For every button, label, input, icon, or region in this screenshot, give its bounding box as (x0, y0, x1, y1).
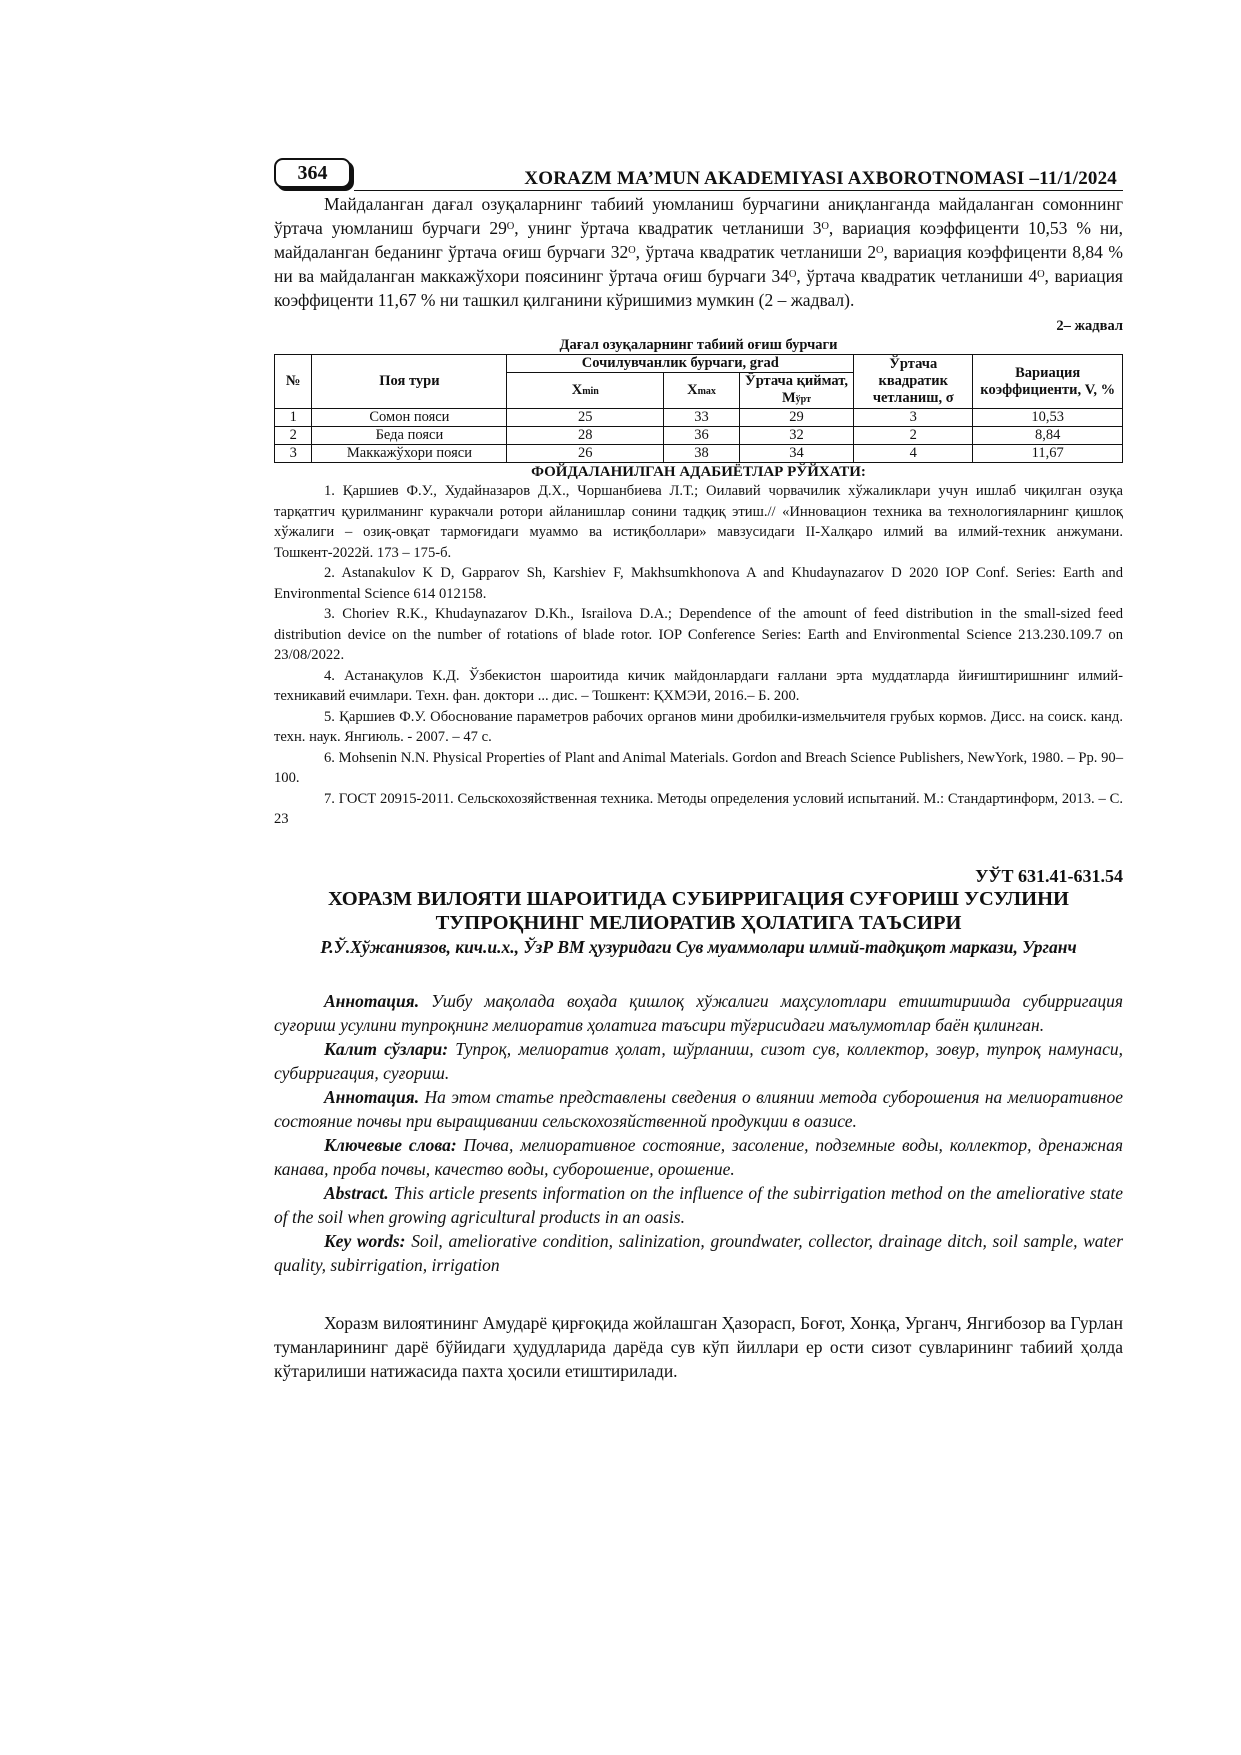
col-header-var: Вариация коэффициенти, V, % (973, 355, 1123, 409)
article-authors: Р.Ў.Хўжаниязов, кич.и.х., ЎзР ВМ ҳузуридаги Сув муаммолари илмий-тадқиқот маркази, Урганч (320, 936, 1077, 957)
table-cell: Сомон пояси (312, 409, 507, 427)
keywords-ru: Ключевые слова: Почва, мелиоративное состояние, засоление, подземные воды, коллектор, дренажная канава, проба почвы, качество воды, суборошение, орошение. (274, 1134, 1123, 1179)
table-cell: 3 (275, 445, 312, 463)
col-header-std: Ўртача квадратик четланиш, σ (854, 355, 973, 409)
table-cell: 8,84 (973, 427, 1123, 445)
data-table (274, 354, 1123, 463)
table-cell: 29 (739, 409, 853, 427)
references-heading: ФОЙДАЛАНИЛГАН АДАБИЁТЛАР РЎЙХАТИ: (531, 464, 866, 480)
table-row (275, 445, 1123, 463)
page-number: 364 (274, 158, 351, 188)
page-header (274, 152, 1123, 192)
keywords-en: Key words: Soil, ameliorative condition, salinization, groundwater, collector, drainage ditch, soil sample, water quality, subirrigation, irrigation (274, 1230, 1123, 1275)
table-cell: 3 (854, 409, 973, 427)
col-header-mean: Ўртача қиймат, Mўрт (739, 373, 853, 409)
udk-code: УЎТ 631.41-631.54 (975, 865, 1123, 886)
intro-paragraph: Майдаланган дағал озуқаларнинг табиий уюмланиш бурчагини аниқланганда майдаланган сомоннинг ўртача уюмланиш бурчаги 29ᴼ, унинг ўртача квадратик четланиши 3ᴼ, вариация коэффиценти 10,53 % ни, майдаланган беданинг ўртача оғиш бурчаги 32ᴼ, ўртача квадратик четланиши 2ᴼ, вариация коэффиценти 8,84 % ни ва майдаланган маккажўхори поясининг ўртача оғиш бурчаги 34ᴼ, ўртача квадратик четланиши 4ᴼ, вариация коэффиценти 11,67 % ни ташкил қилганини кўришимиз мумкин (2 – жадвал). (274, 194, 1123, 310)
article-title-line2: ТУПРОҚНИНГ МЕЛИОРАТИВ ҲОЛАТИГА ТАЪСИРИ (435, 911, 962, 934)
table-cell: 38 (664, 445, 740, 463)
table-cell: 1 (275, 409, 312, 427)
table-cell: 25 (507, 409, 664, 427)
article-body: Хоразм вилоятининг Амударё қирғоқида жойлашган Ҳазорасп, Боғот, Хонқа, Урганч, Янгибозор ва Гурлан туманларининг дарё бўйидаги ҳудудларида дарёда сув кўп йиллари ер ости сизот сувларининг табиий ҳолда кўтарилиши натижасида пахта ҳосили етиштирилади. (274, 1312, 1123, 1381)
annotation-ru: Аннотация. На этом статье представлены сведения о влиянии метода суборошения на мелиоративное состояние почвы при выращивании сельскохозяйственной продукции в оазисе. (274, 1086, 1123, 1131)
col-header-xmin: Xmin (507, 373, 664, 409)
reference-item: 1. Қаршиев Ф.У., Худайназаров Д.Х., Чоршанбиева Л.Т.; Оилавий чорвачилик хўжаликлари учун ишлаб чиқилган озуқа тарқатгич қурилманинг куракчали ротори айланишлар сонини тадқиқ этиш.// «Инновацион техника ва технологияларнинг қишлоқ хўжалиги – озиқ-овқат тармоғидаги муаммо ва истиқболлари» мавзусидаги II-Халқаро илмий ва илмий-техник анжумани. Тошкент-2022й. 173 – 175-б. (274, 483, 1123, 561)
table-row (275, 427, 1123, 445)
table-cell: 36 (664, 427, 740, 445)
reference-item: 7. ГОСТ 20915-2011. Сельскохозяйственная техника. Методы определения условий испытаний. М.: Стандартинформ, 2013. – С. 23 (274, 790, 1123, 827)
table-cell: 11,67 (973, 445, 1123, 463)
journal-page (274, 152, 1123, 1383)
table-cell: 2 (275, 427, 312, 445)
table-cell: 28 (507, 427, 664, 445)
abstract-en: Abstract. This article presents information on the influence of the subirrigation method on the ameliorative state of the soil when growing agricultural products in an oasis. (274, 1182, 1123, 1227)
keywords-uz: Калит сўзлари: Тупроқ, мелиоратив ҳолат, шўрланиш, сизот сув, коллектор, зовур, тупроқ намунаси, субирригация, суғориш. (274, 1038, 1123, 1083)
header-rule (354, 190, 1123, 191)
table-cell: 26 (507, 445, 664, 463)
table-row (275, 409, 1123, 427)
article-title-line1: ХОРАЗМ ВИЛОЯТИ ШАРОИТИДА СУБИРРИГАЦИЯ СУҒОРИШ УСУЛИНИ (327, 887, 1070, 910)
journal-title: XORAZM MA’MUN AKADEMIYASI AXBOROTNOMASI –11/1/2024 (524, 168, 1117, 189)
table-label: 2– жадвал (1056, 318, 1123, 334)
reference-item: 4. Астанақулов К.Д. Ўзбекистон шароитида кичик майдонлардаги ғаллани эрта муддатларда йиғиштиришнинг илмий-техникавий ечимлари. Техн. фан. доктори ... дис. – Тошкент: ҚХМЭИ, 2016.– Б. 200. (274, 667, 1123, 704)
reference-item: 6. Mohsenin N.N. Physical Properties of Plant and Animal Materials. Gordon and Breach Science Publishers, NewYork, 1980. – Pp. 90–100. (274, 749, 1123, 786)
table-cell: 33 (664, 409, 740, 427)
table-cell: 2 (854, 427, 973, 445)
annotation-uz: Аннотация. Ушбу мақолада воҳада қишлоқ хўжалиги маҳсулотлари етиштиришда субирригация суғориш усулини тупроқнинг мелиоратив ҳолатига таъсири тўғрисидаги маълумотлар баён қилинган. (274, 990, 1123, 1035)
table-cell: 10,53 (973, 409, 1123, 427)
table-cell: Беда пояси (312, 427, 507, 445)
table-cell: Маккажўхори пояси (312, 445, 507, 463)
reference-item: 3. Choriev R.K., Khudaynazarov D.Kh., Israilova D.A.; Dependence of the amount of feed distribution in the small-sized feed distribution device on the number of rotations of blade rotor. IOP Conference Series: Earth and Environmental Science 213.230.109.7 on 23/08/2022. (274, 606, 1123, 663)
reference-item: 5. Қаршиев Ф.У. Обоснование параметров рабочих органов мини дробилки-измельчителя грубых кормов. Дисс. на соиск. канд. техн. наук. Янгиюль. - 2007. – 47 с. (274, 708, 1123, 745)
col-header-xmax: Xmax (664, 373, 740, 409)
col-header-num: № (275, 355, 312, 409)
table-caption: Дағал озуқаларнинг табиий оғиш бурчаги (559, 337, 838, 353)
table-cell: 4 (854, 445, 973, 463)
table-cell: 34 (739, 445, 853, 463)
col-header-type: Поя тури (312, 355, 507, 409)
col-header-group: Сочилувчанлик бурчаги, grad (507, 355, 854, 373)
reference-item: 2. Astanakulov K D, Gapparov Sh, Karshiev F, Makhsumkhonova A and Khudaynazarov D 2020 IOP Conf. Series: Earth and Environmental Science 614 012158. (274, 565, 1123, 602)
table-cell: 32 (739, 427, 853, 445)
